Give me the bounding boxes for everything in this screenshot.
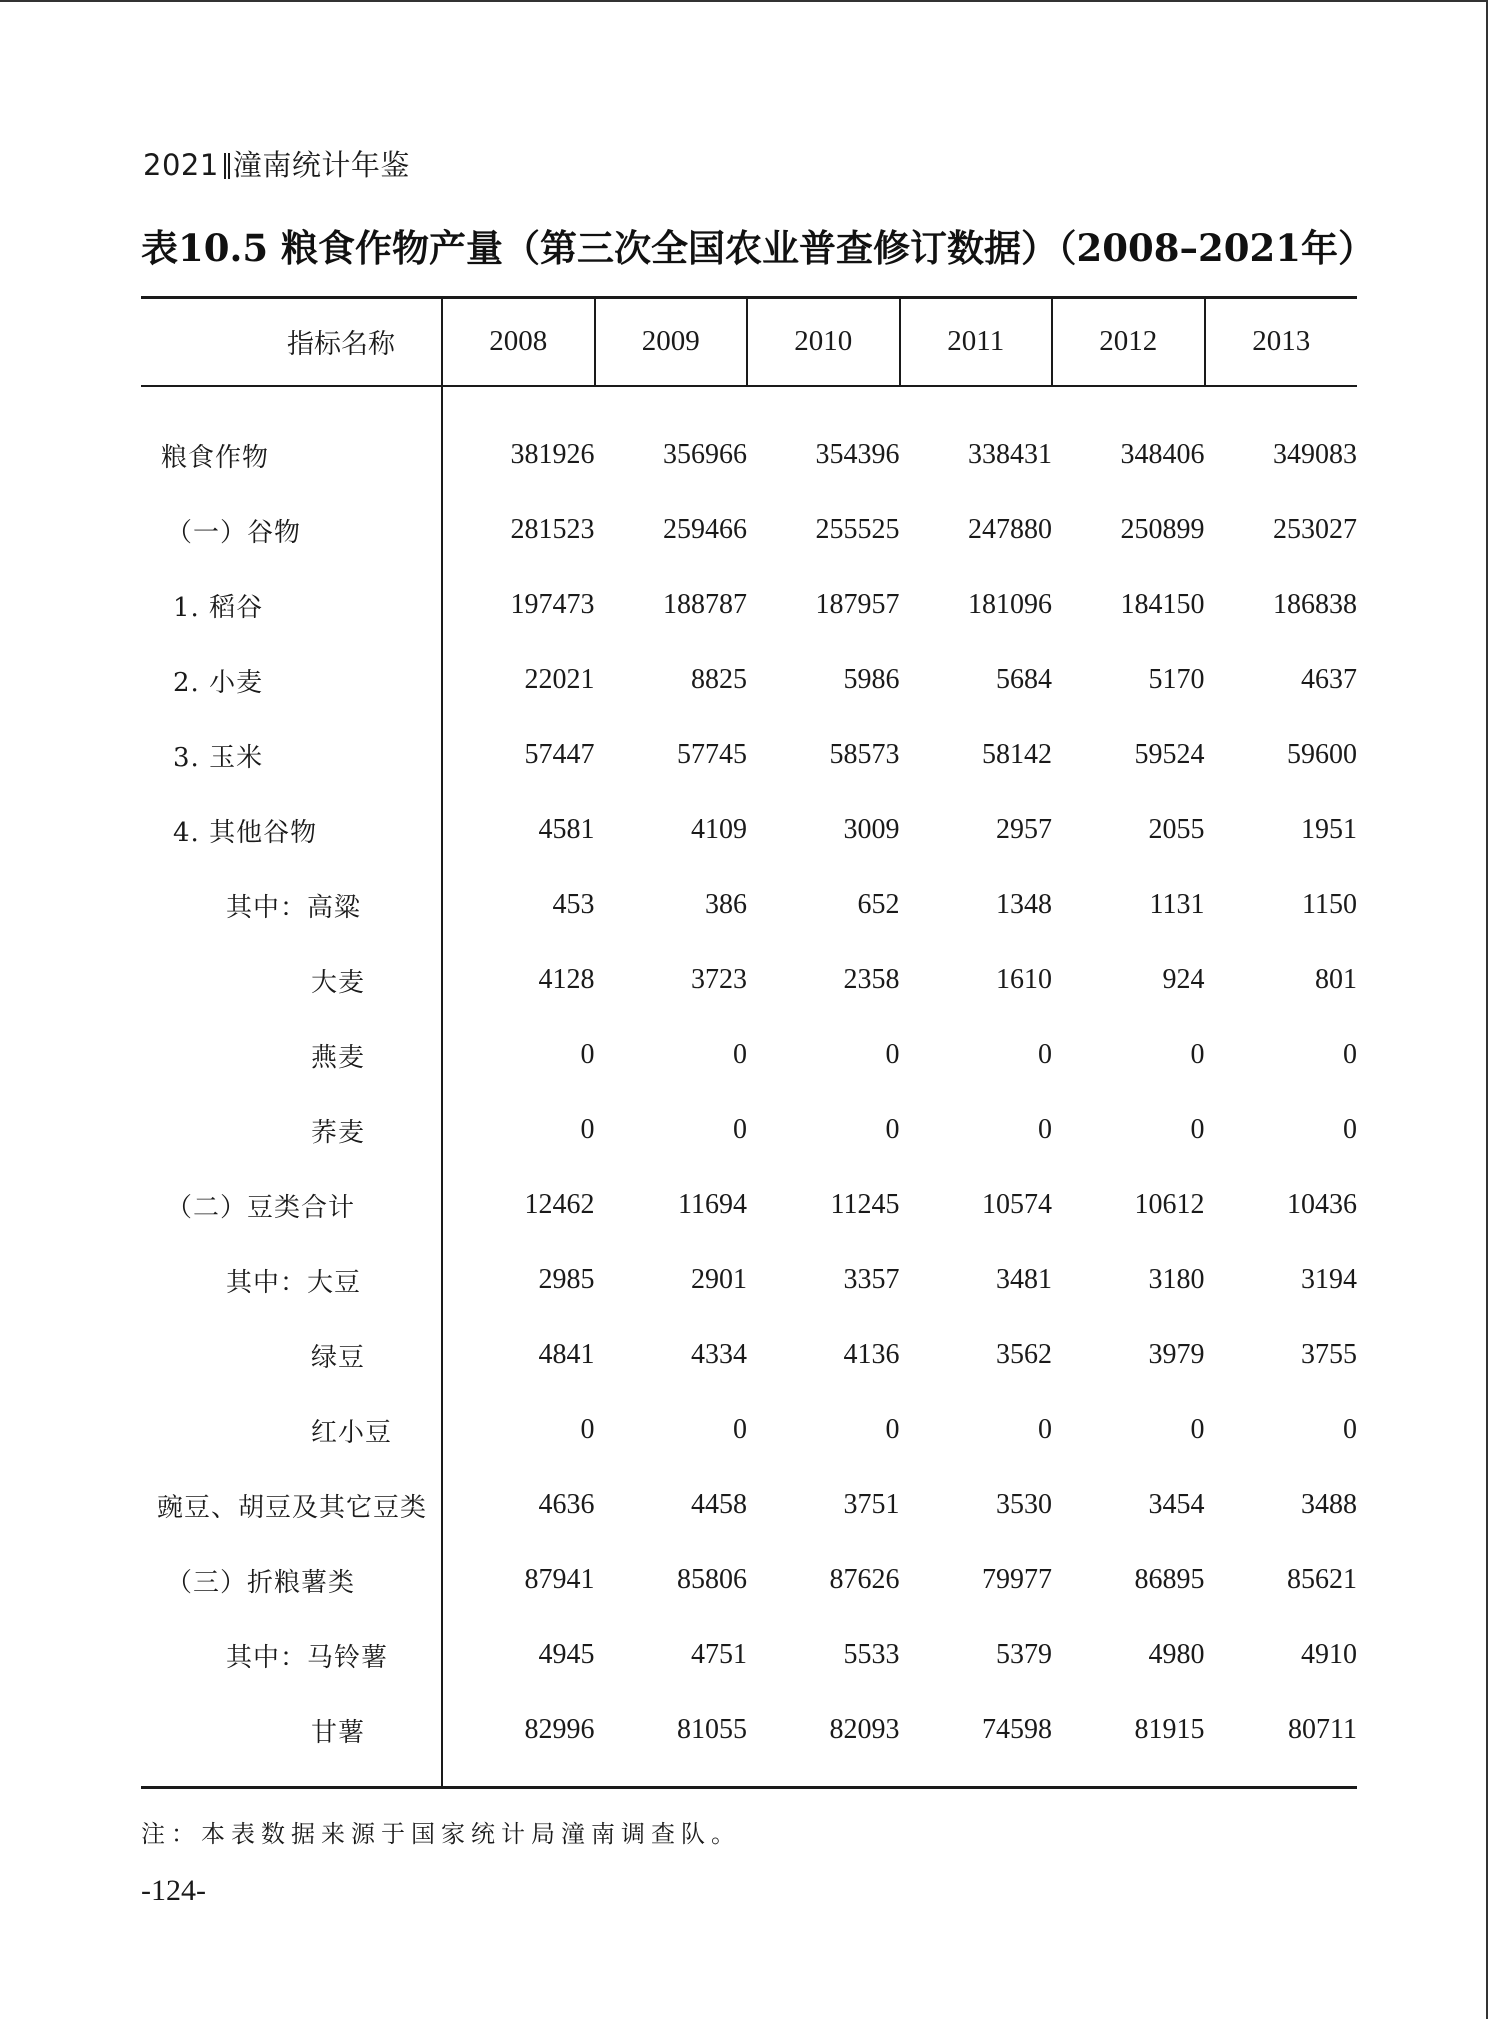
value-cell: 87941 — [524, 1564, 595, 1595]
value-cell: 801 — [1315, 964, 1357, 995]
value-cell: 1951 — [1301, 814, 1357, 845]
row-indicator-name: 豌豆、胡豆及其它豆类 — [141, 1468, 442, 1543]
table-row — [141, 1168, 1357, 1243]
table-row — [141, 1318, 1357, 1393]
row-indicator-name: 2. 小麦 — [141, 643, 442, 718]
value-cell: 11694 — [678, 1189, 747, 1220]
row-indicator-name: （三）折粮薯类 — [141, 1543, 442, 1618]
value-cell: 3357 — [843, 1264, 900, 1295]
row-indicator-name: 其中：大豆 — [141, 1243, 442, 1318]
table-row — [141, 643, 1357, 718]
value-cell: 0 — [1038, 1114, 1052, 1145]
value-cell: 4581 — [538, 814, 595, 845]
value-cell: 59524 — [1134, 739, 1205, 770]
value-cell: 386 — [705, 889, 747, 920]
value-cell: 3481 — [996, 1264, 1052, 1295]
value-cell: 255525 — [815, 514, 900, 545]
value-cell: 0 — [1038, 1039, 1052, 1070]
table-title: 表10.5 粮食作物产量（第三次全国农业普查修订数据）（2008–2021年） — [141, 226, 1375, 270]
spacer-row — [141, 386, 1357, 418]
table-bottom-rule-row — [141, 1768, 1357, 1788]
value-cell: 4109 — [691, 814, 747, 845]
value-cell: 924 — [1162, 964, 1205, 995]
value-cell: 4136 — [843, 1339, 900, 1370]
value-cell: 0 — [733, 1039, 747, 1070]
table-row — [141, 943, 1357, 1018]
value-cell: 87626 — [829, 1564, 900, 1595]
row-indicator-name: 1. 稻谷 — [141, 568, 442, 643]
row-indicator-name: 4. 其他谷物 — [141, 793, 442, 868]
running-header-book: 潼南统计年鉴 — [232, 148, 410, 182]
value-cell: 2957 — [996, 814, 1052, 845]
value-cell: 10574 — [982, 1189, 1052, 1220]
value-cell: 59600 — [1287, 739, 1357, 770]
table-row — [141, 1618, 1357, 1693]
value-cell: 4980 — [1148, 1639, 1205, 1670]
value-cell: 4841 — [538, 1339, 595, 1370]
row-indicator-name: 粮食作物 — [141, 418, 442, 493]
value-cell: 4128 — [538, 964, 595, 995]
row-indicator-name: 燕麦 — [141, 1018, 442, 1093]
running-header — [143, 143, 410, 184]
value-cell: 0 — [1343, 1414, 1357, 1445]
value-cell: 3180 — [1148, 1264, 1205, 1295]
value-cell: 3979 — [1148, 1339, 1205, 1370]
value-cell: 1150 — [1302, 889, 1357, 920]
value-cell: 8825 — [691, 664, 747, 695]
header-year: 2010 — [747, 298, 900, 386]
value-cell: 0 — [733, 1414, 747, 1445]
value-cell: 82996 — [524, 1714, 595, 1745]
table-row — [141, 1093, 1357, 1168]
value-cell: 3009 — [843, 814, 900, 845]
value-cell: 0 — [885, 1414, 900, 1445]
value-cell: 82093 — [829, 1714, 900, 1745]
value-cell: 0 — [1190, 1414, 1205, 1445]
value-cell: 4334 — [691, 1339, 747, 1370]
header-year: 2012 — [1052, 298, 1205, 386]
value-cell: 184150 — [1120, 589, 1205, 620]
page-number: -124- — [141, 1874, 206, 1907]
row-indicator-name: 其中：马铃薯 — [141, 1618, 442, 1693]
table-header-row — [141, 298, 1357, 386]
value-cell: 281523 — [510, 514, 595, 545]
value-cell: 0 — [1190, 1114, 1205, 1145]
table-row — [141, 868, 1357, 943]
table-row — [141, 568, 1357, 643]
value-cell: 259466 — [663, 514, 747, 545]
value-cell: 186838 — [1273, 589, 1357, 620]
value-cell: 22021 — [524, 664, 595, 695]
value-cell: 80711 — [1288, 1714, 1357, 1745]
value-cell: 3530 — [996, 1489, 1052, 1520]
value-cell: 1131 — [1149, 889, 1205, 920]
row-indicator-name: 大麦 — [141, 943, 442, 1018]
header-year: 2011 — [900, 298, 1053, 386]
value-cell: 453 — [552, 889, 595, 920]
table-row — [141, 1393, 1357, 1468]
value-cell: 3194 — [1301, 1264, 1357, 1295]
header-year: 2013 — [1205, 298, 1358, 386]
value-cell: 86895 — [1134, 1564, 1205, 1595]
value-cell: 4910 — [1301, 1639, 1357, 1670]
value-cell: 247880 — [968, 514, 1052, 545]
value-cell: 4751 — [691, 1639, 747, 1670]
row-indicator-name: 3. 玉米 — [141, 718, 442, 793]
value-cell: 1610 — [996, 964, 1052, 995]
table-row — [141, 1693, 1357, 1768]
value-cell: 2055 — [1148, 814, 1205, 845]
value-cell: 79977 — [982, 1564, 1052, 1595]
table-row — [141, 1243, 1357, 1318]
value-cell: 197473 — [510, 589, 595, 620]
value-cell: 5170 — [1148, 664, 1205, 695]
table-row — [141, 1018, 1357, 1093]
row-indicator-name: 其中：高粱 — [141, 868, 442, 943]
table-row — [141, 1543, 1357, 1618]
header-year: 2008 — [442, 298, 595, 386]
value-cell: 2358 — [843, 964, 900, 995]
value-cell: 58142 — [982, 739, 1052, 770]
row-indicator-name: （二）豆类合计 — [141, 1168, 442, 1243]
value-cell: 2985 — [538, 1264, 595, 1295]
value-cell: 356966 — [663, 439, 747, 470]
table-row — [141, 1468, 1357, 1543]
value-cell: 354396 — [815, 439, 900, 470]
table-row — [141, 493, 1357, 568]
value-cell: 0 — [1343, 1039, 1357, 1070]
value-cell: 250899 — [1120, 514, 1205, 545]
page-top-border — [0, 0, 1488, 2]
value-cell: 0 — [1343, 1114, 1357, 1145]
value-cell: 349083 — [1273, 439, 1357, 470]
grain-production-table — [141, 296, 1357, 1789]
value-cell: 348406 — [1120, 439, 1205, 470]
value-cell: 0 — [885, 1114, 900, 1145]
value-cell: 3751 — [843, 1489, 900, 1520]
double-bar-separator — [224, 153, 230, 179]
value-cell: 3454 — [1148, 1489, 1205, 1520]
value-cell: 85806 — [677, 1564, 747, 1595]
value-cell: 338431 — [968, 439, 1052, 470]
value-cell: 5684 — [996, 664, 1052, 695]
header-year: 2009 — [595, 298, 748, 386]
value-cell: 5986 — [843, 664, 900, 695]
table-body — [141, 386, 1357, 1788]
value-cell: 5379 — [996, 1639, 1052, 1670]
table-row — [141, 418, 1357, 493]
value-cell: 4945 — [538, 1639, 595, 1670]
row-indicator-name: （一）谷物 — [141, 493, 442, 568]
value-cell: 3755 — [1301, 1339, 1357, 1370]
value-cell: 0 — [1038, 1414, 1052, 1445]
value-cell: 3723 — [691, 964, 747, 995]
row-indicator-name: 甘薯 — [141, 1693, 442, 1768]
header-indicator-name: 指标名称 — [141, 298, 442, 386]
value-cell: 0 — [580, 1039, 595, 1070]
running-header-year: 2021 — [143, 148, 219, 182]
value-cell: 10612 — [1134, 1189, 1205, 1220]
value-cell: 10436 — [1287, 1189, 1357, 1220]
value-cell: 0 — [580, 1114, 595, 1145]
value-cell: 253027 — [1273, 514, 1357, 545]
table-footnote: 注：本表数据来源于国家统计局潼南调查队。 — [141, 1820, 741, 1848]
value-cell: 81055 — [677, 1714, 747, 1745]
table-row — [141, 718, 1357, 793]
table-row — [141, 793, 1357, 868]
value-cell: 188787 — [663, 589, 747, 620]
value-cell: 2901 — [691, 1264, 747, 1295]
value-cell: 0 — [885, 1039, 900, 1070]
row-indicator-name: 荞麦 — [141, 1093, 442, 1168]
value-cell: 57745 — [677, 739, 747, 770]
value-cell: 4636 — [538, 1489, 595, 1520]
row-indicator-name: 红小豆 — [141, 1393, 442, 1468]
value-cell: 0 — [1190, 1039, 1205, 1070]
value-cell: 57447 — [524, 739, 595, 770]
value-cell: 81915 — [1134, 1714, 1205, 1745]
value-cell: 5533 — [843, 1639, 900, 1670]
value-cell: 652 — [857, 889, 900, 920]
value-cell: 58573 — [829, 739, 900, 770]
value-cell: 1348 — [996, 889, 1052, 920]
value-cell: 3488 — [1301, 1489, 1357, 1520]
value-cell: 0 — [733, 1114, 747, 1145]
value-cell: 381926 — [510, 439, 595, 470]
value-cell: 4458 — [691, 1489, 747, 1520]
value-cell: 11245 — [830, 1189, 900, 1220]
value-cell: 3562 — [996, 1339, 1052, 1370]
value-cell: 74598 — [982, 1714, 1052, 1745]
value-cell: 0 — [580, 1414, 595, 1445]
value-cell: 85621 — [1287, 1564, 1357, 1595]
value-cell: 4637 — [1301, 664, 1357, 695]
value-cell: 181096 — [968, 589, 1052, 620]
value-cell: 187957 — [815, 589, 900, 620]
row-indicator-name: 绿豆 — [141, 1318, 442, 1393]
value-cell: 12462 — [524, 1189, 595, 1220]
